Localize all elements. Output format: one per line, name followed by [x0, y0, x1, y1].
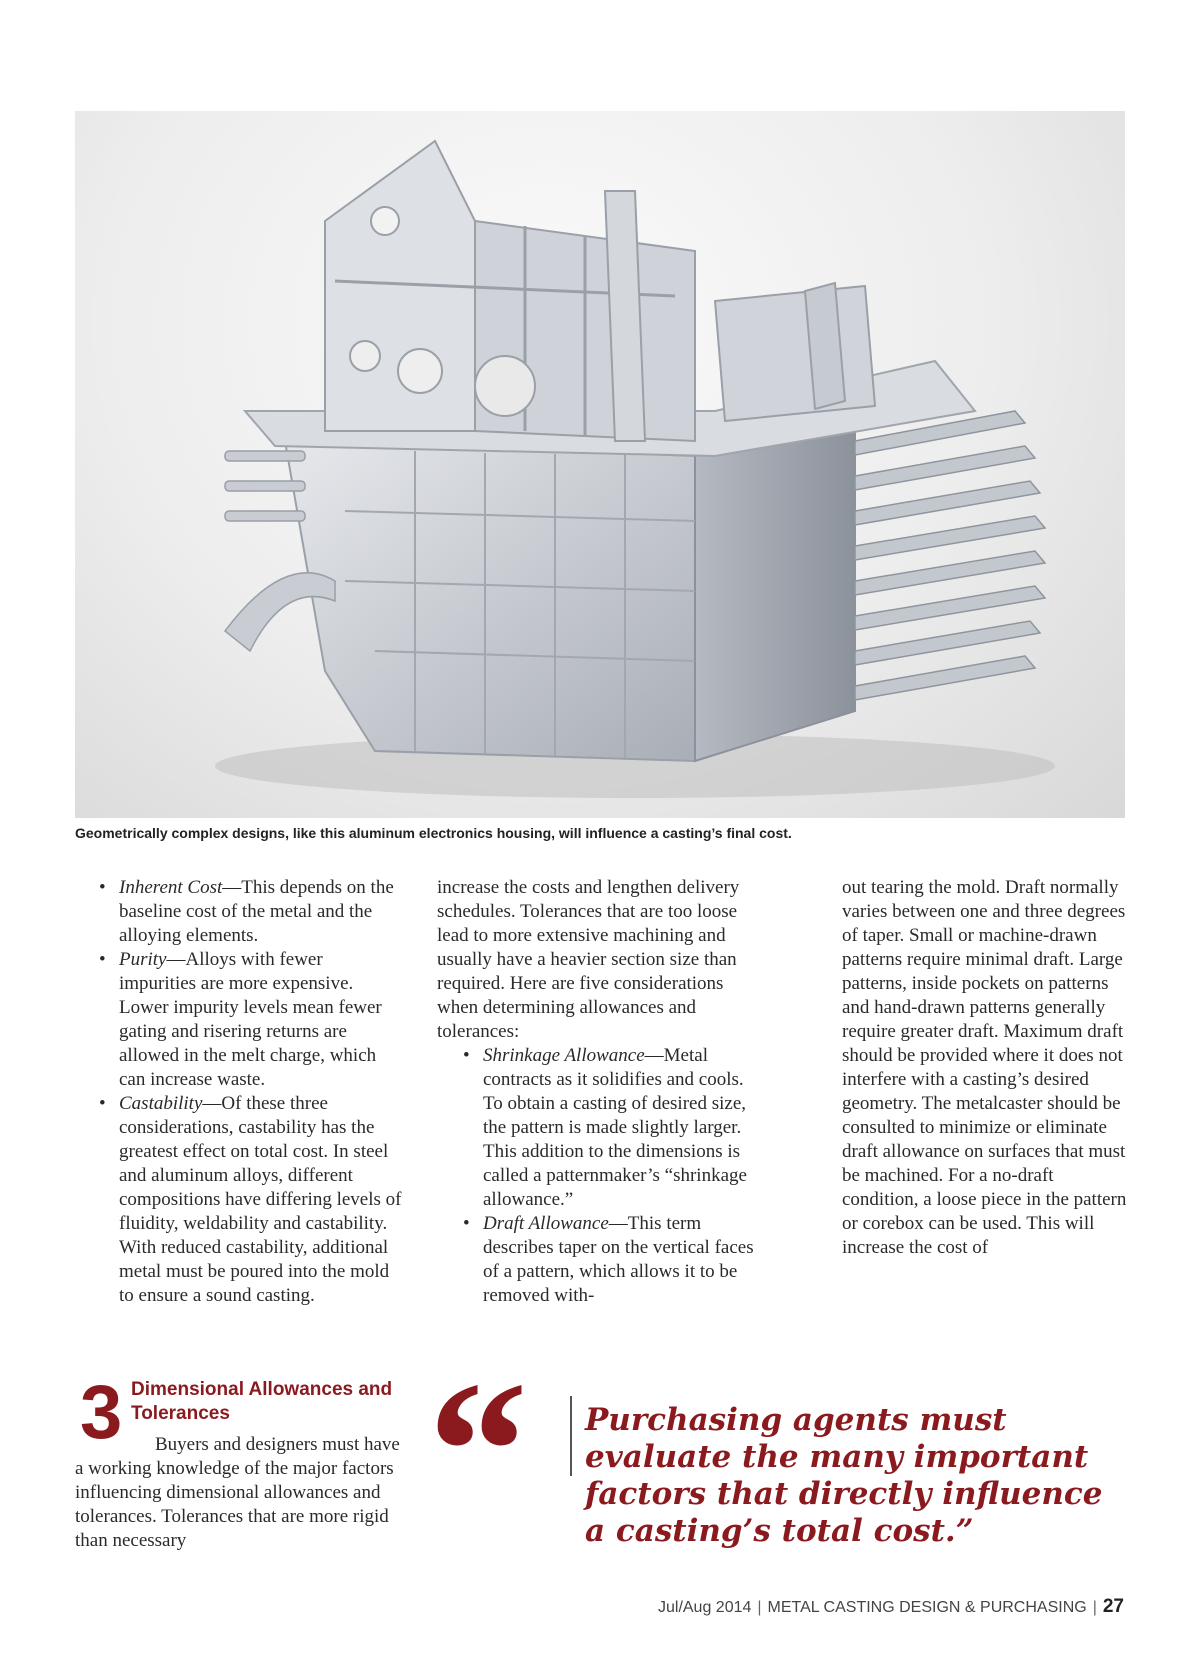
figure-caption: Geometrically complex designs, like this aluminum electronics housing, will influence a casting’s final cost. — [75, 825, 792, 841]
quote-divider — [570, 1396, 572, 1476]
column-2-intro: increase the costs and lengthen delivery schedules. Tolerances that are too loose lead to more extensive machining and usually have a heavier section size than required. Here are five considerations when determining allowances and tolerances: — [437, 877, 740, 1042]
section-number: 3 — [80, 1370, 123, 1455]
list-item — [99, 948, 404, 1092]
bullet-term: Castability — [119, 1093, 203, 1114]
column-3 — [842, 876, 1132, 1260]
footer-publication: METAL CASTING DESIGN & PURCHASING — [767, 1599, 1087, 1616]
bullet-text: —This depends on the baseline cost of the metal and the alloying elements. — [119, 877, 394, 946]
list-item — [99, 876, 404, 948]
page-footer — [658, 1596, 1124, 1618]
bullet-text: —This term describes taper on the vertical faces of a pattern, which allows it to be removed with- — [483, 1213, 754, 1306]
list-item — [99, 1092, 404, 1308]
list-item — [463, 1044, 757, 1212]
bullet-term: Purity — [119, 949, 167, 970]
column-1 — [99, 876, 404, 1308]
bullet-text: —Of these three considerations, castability has the greatest effect on total cost. In steel and aluminum alloys, different compositions have differing levels of fluidity, weldability and castability. With reduced castability, additional metal must be poured into the mold to ensure a sound casting. — [119, 1093, 402, 1306]
footer-separator: | — [757, 1599, 762, 1616]
section-body — [75, 1433, 410, 1553]
allowance-list — [463, 1044, 757, 1308]
housing-photo — [75, 111, 1125, 818]
footer-issue: Jul/Aug 2014 — [657, 1599, 752, 1616]
footer-separator: | — [1092, 1599, 1097, 1616]
pull-quote: Purchasing agents must evaluate the many important factors that directly influence a casting’s total cost.” — [585, 1402, 1103, 1549]
bullet-text: —Alloys with fewer impurities are more expensive. Lower impurity levels mean fewer gating and risering returns are allowed in the melt charge, which can increase waste. — [119, 949, 382, 1090]
section-body-text: Buyers and designers must have a working knowledge of the major factors influencing dimensional allowances and tolerances. Tolerances that are more rigid than necessary — [75, 1434, 400, 1551]
page-number: 27 — [1102, 1596, 1124, 1617]
quote-mark-icon: “ — [428, 1341, 528, 1562]
cost-factor-list — [99, 876, 404, 1308]
column-3-text: out tearing the mold. Draft normally varies between one and three degrees of taper. Small or machine-drawn patterns require minimal draft. Large patterns, inside pockets on patterns and hand-drawn patterns generally require greater draft. Maximum draft should be provided where it does not interfere with a casting’s desired geometry. The metalcaster should be consulted to minimize or eliminate draft allowance on surfaces that must be machined. For a no-draft condition, a loose piece in the pattern or corebox can be used. This will increase the cost of — [842, 877, 1127, 1258]
bullet-term: Draft Allowance — [483, 1213, 609, 1234]
column-2 — [437, 876, 757, 1308]
bullet-term: Shrinkage Allowance — [483, 1045, 645, 1066]
list-item — [463, 1212, 757, 1308]
bullet-text: —Metal contracts as it solidifies and cools. To obtain a casting of desired size, the pattern is made slightly larger. This addition to the dimensions is called a patternmaker’s “shrinkage allowance.” — [483, 1045, 747, 1210]
aluminum-housing-illustration — [75, 111, 1125, 818]
bullet-term: Inherent Cost — [119, 877, 223, 898]
section-title: Dimensional Allowances and Tolerances — [131, 1379, 393, 1424]
